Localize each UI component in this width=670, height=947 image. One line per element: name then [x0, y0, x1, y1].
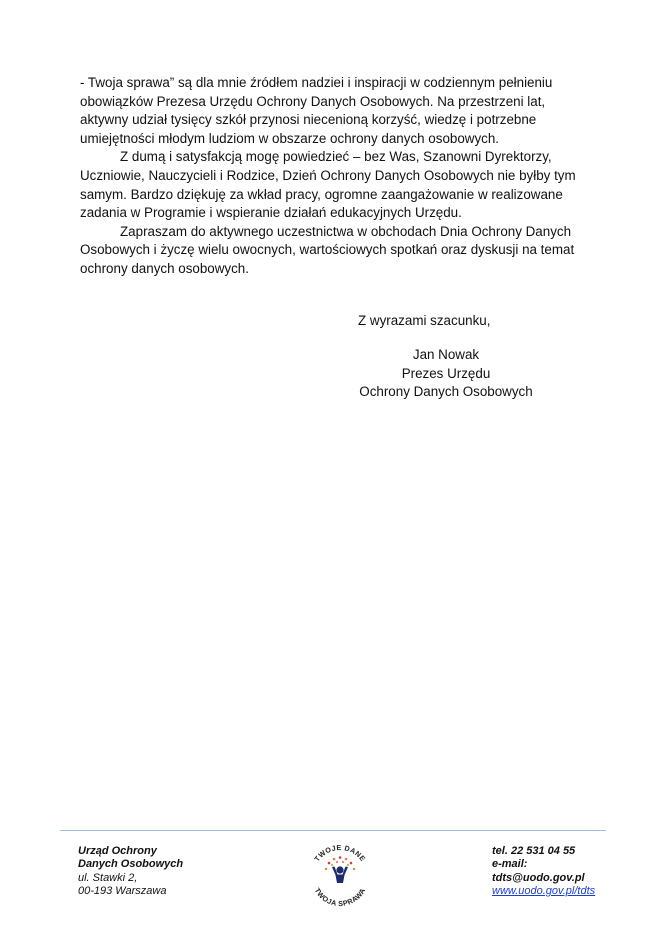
footer-address [78, 845, 183, 899]
signatory-name: Jan Nowak [412, 347, 480, 362]
org-name-line2: Danych Osobowych [78, 858, 184, 871]
twoje-dane-logo [304, 838, 376, 910]
org-name-line1: Urząd Ochrony [78, 845, 157, 857]
paragraph-2: Z dumą i satysfakcją mogę powiedzieć – bez Was, Szanowni Dyrektorzy, Uczniowie, Nauczycieli i Rodzice, Dzień Ochrony Danych Osobowych nie byłby tym samym. Bardzo dziękuję za wkład pracy, ogromne zaangażowanie w realizowane zadania w Programie i wspieranie działań edukacyjnych Urzędu. [80, 149, 576, 221]
footer-divider [60, 830, 606, 831]
email-address: tdts@uodo.gov.pl [492, 871, 585, 884]
svg-text:TWOJA SPRAWA [313, 886, 368, 908]
svg-text:TWOJE DANE [312, 843, 367, 863]
website-link[interactable]: www.uodo.gov.pl/tdts [492, 885, 596, 898]
street-address: ul. Stawki 2, [78, 871, 138, 884]
logo-text-top: TWOJE DANE [312, 842, 368, 864]
person-figure-icon [332, 866, 348, 883]
closing-phrase: Z wyrazami szacunku, [358, 313, 491, 328]
city-address: 00-193 Warszawa [78, 885, 167, 898]
footer-contact [492, 845, 595, 899]
signatory-title-line1: Prezes Urzędu [401, 365, 491, 381]
paragraph-1: - Twoja sprawa” są dla mnie źródłem nadziei i inspiracji w codziennym pełnieniu obowiązków Prezesa Urzędu Ochrony Danych Osobowych. Na przestrzeni lat, aktywny udział tysięcy szkół przynosi niecenioną korzyść, wiedzę i potrzebne umiejętności młodym ludziom w obszarze ochrony danych osobowych. [80, 75, 553, 146]
paragraph-3: Zapraszam do aktywnego uczestnictwa w obchodach Dnia Ochrony Danych Osobowych i życzę wielu owocnych, wartościowych spotkań oraz dyskusji na temat ochrony danych osobowych. [80, 223, 575, 276]
phone-number: tel. 22 531 04 55 [492, 845, 576, 857]
letter-body [80, 74, 580, 279]
logo-text-bottom: TWOJA SPRAWA [312, 886, 368, 909]
email-label: e-mail: [492, 858, 528, 871]
signature-block [358, 346, 534, 402]
signatory-title-line2: Ochrony Danych Osobowych [359, 384, 533, 399]
